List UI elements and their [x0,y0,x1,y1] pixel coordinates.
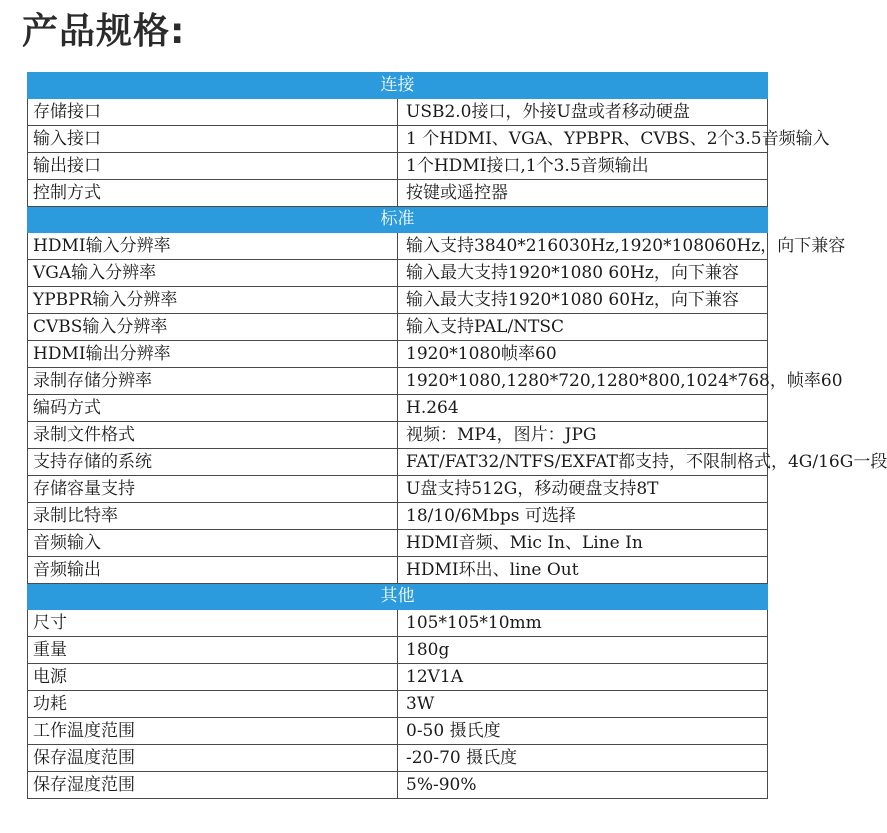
spec-value: -20-70 摄氏度 [398,745,768,772]
spec-value: 1个HDMI接口,1个3.5音频输出 [398,153,768,180]
table-row [28,395,768,422]
table-row [28,610,768,637]
table-row [28,530,768,557]
spec-label: 录制存储分辨率 [28,368,398,395]
spec-label: 工作温度范围 [28,718,398,745]
table-row [28,557,768,584]
spec-label: 功耗 [28,691,398,718]
spec-value: 视频：MP4，图片：JPG [398,422,768,449]
spec-label: 存储接口 [28,99,398,126]
spec-label: VGA输入分辨率 [28,260,398,287]
table-row [28,449,768,476]
table-row [28,314,768,341]
section-title: 标准 [28,207,768,233]
spec-value: U盘支持512G，移动硬盘支持8T [398,476,768,503]
section-header-connection [28,73,768,99]
spec-value: 输入支持PAL/NTSC [398,314,768,341]
table-row [28,126,768,153]
spec-label: 编码方式 [28,395,398,422]
table-row [28,180,768,207]
spec-label: 输出接口 [28,153,398,180]
spec-label: 保存湿度范围 [28,772,398,799]
spec-label: 存储容量支持 [28,476,398,503]
table-row [28,745,768,772]
spec-label: 重量 [28,637,398,664]
spec-table [27,72,887,799]
table-row [28,503,768,530]
spec-value: 180g [398,637,768,664]
table-row [28,718,768,745]
table-row [28,422,768,449]
spec-label: 输入接口 [28,126,398,153]
section-header-standard [28,207,768,233]
spec-label: YPBPR输入分辨率 [28,287,398,314]
spec-value: 0-50 摄氏度 [398,718,768,745]
spec-value: 按键或遥控器 [398,180,768,207]
spec-label: 支持存储的系统 [28,449,398,476]
spec-label: 控制方式 [28,180,398,207]
spec-value: 105*105*10mm [398,610,768,637]
section-header-other [28,584,768,610]
spec-value: 输入最大支持1920*1080 60Hz，向下兼容 [398,260,768,287]
table-row [28,233,768,260]
spec-label: 尺寸 [28,610,398,637]
table-row [28,99,768,126]
table-row [28,772,768,799]
spec-value: HDMI音频、Mic In、Line In [398,530,768,557]
spec-label: 保存温度范围 [28,745,398,772]
spec-label: 音频输出 [28,557,398,584]
spec-label: 录制比特率 [28,503,398,530]
table-row [28,260,768,287]
spec-value: 输入支持3840*216030Hz,1920*108060Hz，向下兼容 [398,233,768,260]
table-row [28,664,768,691]
spec-label: 电源 [28,664,398,691]
spec-value: 1920*1080帧率60 [398,341,768,368]
spec-value: 12V1A [398,664,768,691]
page-title: 产品规格: [22,11,186,52]
spec-value: HDMI环出、line Out [398,557,768,584]
table-row [28,287,768,314]
spec-value: H.264 [398,395,768,422]
table-row [28,341,768,368]
spec-value: 3W [398,691,768,718]
spec-label: HDMI输出分辨率 [28,341,398,368]
section-title: 其他 [28,584,768,610]
table-row [28,153,768,180]
spec-label: 录制文件格式 [28,422,398,449]
spec-value: 1920*1080,1280*720,1280*800,1024*768，帧率60 [398,368,768,395]
spec-value: 18/10/6Mbps 可选择 [398,503,768,530]
spec-value: 5%-90% [398,772,768,799]
table-row [28,637,768,664]
spec-label: CVBS输入分辨率 [28,314,398,341]
spec-value: USB2.0接口，外接U盘或者移动硬盘 [398,99,768,126]
spec-label: 音频输入 [28,530,398,557]
section-title: 连接 [28,73,768,99]
table-row [28,691,768,718]
spec-value: 1 个HDMI、VGA、YPBPR、CVBS、2个3.5音频输入 [398,126,768,153]
spec-label: HDMI输入分辨率 [28,233,398,260]
table-row [28,476,768,503]
table-row [28,368,768,395]
spec-value: 输入最大支持1920*1080 60Hz，向下兼容 [398,287,768,314]
spec-value: FAT/FAT32/NTFS/EXFAT都支持，不限制格式，4G/16G一段 [398,449,768,476]
